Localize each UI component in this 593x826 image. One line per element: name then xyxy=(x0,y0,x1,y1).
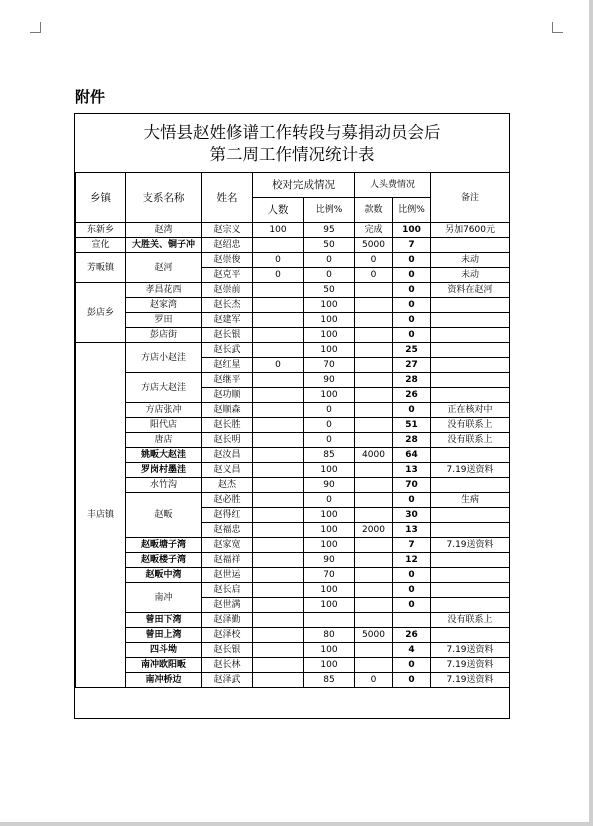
cell-fee-amount: 2000 xyxy=(355,523,393,538)
cell-branch: 赵家湾 xyxy=(126,298,202,313)
cell-remark xyxy=(431,358,510,373)
page-edge-shadow-bottom xyxy=(0,822,593,826)
cell-check-count: 0 xyxy=(253,358,304,373)
cell-remark xyxy=(431,388,510,403)
header-check-ratio: 比例% xyxy=(304,198,355,223)
header-check-group: 校对完成情况 xyxy=(253,173,355,198)
cell-remark: 没有联系上 xyxy=(431,613,510,628)
cell-fee-amount xyxy=(355,313,393,328)
cell-branch: 彭店街 xyxy=(126,328,202,343)
table-row xyxy=(76,433,510,448)
cell-fee-amount xyxy=(355,643,393,658)
cell-remark xyxy=(431,583,510,598)
cell-fee-ratio: 4 xyxy=(393,643,431,658)
cell-branch: 罗岗村墨洼 xyxy=(126,463,202,478)
cell-check-count xyxy=(253,598,304,613)
cell-name: 赵汝昌 xyxy=(202,448,253,463)
header-fee-group: 人头费情况 xyxy=(355,173,431,198)
cell-check-count xyxy=(253,403,304,418)
cell-check-count xyxy=(253,478,304,493)
cell-township: 丰店镇 xyxy=(76,343,126,688)
cell-name: 赵继平 xyxy=(202,373,253,388)
cell-check-count xyxy=(253,613,304,628)
cell-name: 赵得红 xyxy=(202,508,253,523)
cell-fee-amount xyxy=(355,403,393,418)
cell-remark: 没有联系上 xyxy=(431,433,510,448)
cell-check-ratio: 90 xyxy=(304,478,355,493)
cell-fee-amount: 4000 xyxy=(355,448,393,463)
cell-check-count xyxy=(253,583,304,598)
attachment-label: 附件 xyxy=(75,88,106,106)
cell-remark xyxy=(431,568,510,583)
cell-fee-amount xyxy=(355,583,393,598)
cell-check-count xyxy=(253,553,304,568)
cell-fee-ratio: 13 xyxy=(393,463,431,478)
cell-fee-ratio: 26 xyxy=(393,388,431,403)
cell-name: 赵顺森 xyxy=(202,403,253,418)
cell-name: 赵世运 xyxy=(202,568,253,583)
cell-fee-ratio: 0 xyxy=(393,403,431,418)
cell-branch: 方店张冲 xyxy=(126,403,202,418)
sheet-title xyxy=(75,122,509,166)
cell-check-ratio: 100 xyxy=(304,538,355,553)
cell-remark xyxy=(431,328,510,343)
cell-check-ratio: 80 xyxy=(304,628,355,643)
table-row xyxy=(76,478,510,493)
cell-fee-ratio: 0 xyxy=(393,313,431,328)
cell-branch: 赵畈 xyxy=(126,493,202,538)
table-row xyxy=(76,583,510,598)
cell-name: 赵泽勤 xyxy=(202,613,253,628)
cell-fee-amount xyxy=(355,538,393,553)
cell-check-ratio: 70 xyxy=(304,568,355,583)
cell-branch: 四斗坳 xyxy=(126,643,202,658)
cell-branch: 南冲 xyxy=(126,583,202,613)
cell-check-ratio xyxy=(304,613,355,628)
table-row xyxy=(76,658,510,673)
cell-branch: 姚畈大赵洼 xyxy=(126,448,202,463)
table-row xyxy=(76,238,510,253)
cell-fee-ratio: 64 xyxy=(393,448,431,463)
cell-fee-amount xyxy=(355,493,393,508)
cell-check-count xyxy=(253,298,304,313)
cell-remark: 正在核对中 xyxy=(431,403,510,418)
cell-fee-amount xyxy=(355,433,393,448)
cell-fee-amount: 5000 xyxy=(355,238,393,253)
cell-name: 赵长银 xyxy=(202,328,253,343)
table-row xyxy=(76,568,510,583)
cell-branch: 方店大赵洼 xyxy=(126,373,202,403)
cell-name: 赵长杰 xyxy=(202,298,253,313)
cell-name: 赵长林 xyxy=(202,658,253,673)
table-row xyxy=(76,628,510,643)
cell-check-ratio: 85 xyxy=(304,448,355,463)
cell-fee-ratio: 0 xyxy=(393,328,431,343)
cell-township: 东新乡 xyxy=(76,223,126,238)
cell-fee-amount xyxy=(355,598,393,613)
cell-check-ratio: 0 xyxy=(304,268,355,283)
cell-remark xyxy=(431,508,510,523)
cell-fee-amount xyxy=(355,328,393,343)
cell-branch: 赵河 xyxy=(126,253,202,283)
cell-remark: 资料在赵河 xyxy=(431,283,510,298)
cell-remark: 7.19送资料 xyxy=(431,658,510,673)
cell-check-count xyxy=(253,508,304,523)
cell-check-count xyxy=(253,388,304,403)
cell-remark: 7.19送资料 xyxy=(431,673,510,688)
cell-check-ratio: 100 xyxy=(304,343,355,358)
cell-fee-amount xyxy=(355,343,393,358)
cell-fee-amount xyxy=(355,373,393,388)
cell-remark: 未动 xyxy=(431,253,510,268)
cell-check-ratio: 100 xyxy=(304,658,355,673)
cell-fee-ratio: 0 xyxy=(393,598,431,613)
cell-check-count xyxy=(253,523,304,538)
cell-fee-ratio: 0 xyxy=(393,283,431,298)
cell-remark xyxy=(431,448,510,463)
cell-fee-ratio: 7 xyxy=(393,238,431,253)
cell-name: 赵泽武 xyxy=(202,673,253,688)
cell-remark: 7.19送资料 xyxy=(431,643,510,658)
cell-branch: 孝昌花西 xyxy=(126,283,202,298)
cell-check-ratio: 100 xyxy=(304,463,355,478)
cell-check-ratio: 90 xyxy=(304,553,355,568)
table-row xyxy=(76,328,510,343)
cell-check-ratio: 100 xyxy=(304,328,355,343)
cell-check-count xyxy=(253,418,304,433)
table-row xyxy=(76,613,510,628)
cell-name: 赵家宽 xyxy=(202,538,253,553)
table-row xyxy=(76,418,510,433)
cell-check-count xyxy=(253,283,304,298)
cell-check-count xyxy=(253,628,304,643)
header-fee-amount: 款数 xyxy=(355,198,393,223)
cell-name: 赵长武 xyxy=(202,343,253,358)
cell-fee-amount: 5000 xyxy=(355,628,393,643)
cell-check-ratio: 100 xyxy=(304,388,355,403)
table-row xyxy=(76,643,510,658)
cell-branch: 阳代店 xyxy=(126,418,202,433)
cell-name: 赵长银 xyxy=(202,643,253,658)
cell-remark xyxy=(431,298,510,313)
cell-fee-amount: 0 xyxy=(355,253,393,268)
cell-remark: 没有联系上 xyxy=(431,418,510,433)
cell-fee-ratio xyxy=(393,613,431,628)
header-branch: 支系名称 xyxy=(126,173,202,223)
cell-branch: 赵湾 xyxy=(126,223,202,238)
header-check-count: 人数 xyxy=(253,198,304,223)
cell-check-count xyxy=(253,433,304,448)
cell-fee-ratio: 0 xyxy=(393,493,431,508)
cell-check-count: 0 xyxy=(253,268,304,283)
cell-fee-amount xyxy=(355,388,393,403)
table-row xyxy=(76,343,510,358)
cell-remark xyxy=(431,628,510,643)
cell-check-count: 100 xyxy=(253,223,304,238)
cell-name: 赵义昌 xyxy=(202,463,253,478)
cell-fee-ratio: 0 xyxy=(393,253,431,268)
title-line-1: 大悟县赵姓修谱工作转段与募捐动员会后 xyxy=(143,123,441,142)
cell-branch: 曾田上湾 xyxy=(126,628,202,643)
cell-check-count xyxy=(253,538,304,553)
cell-remark xyxy=(431,343,510,358)
cell-check-count xyxy=(253,463,304,478)
cell-fee-amount xyxy=(355,613,393,628)
table-row xyxy=(76,253,510,268)
cell-check-ratio: 50 xyxy=(304,238,355,253)
cell-check-ratio: 100 xyxy=(304,313,355,328)
cell-name: 赵宗义 xyxy=(202,223,253,238)
cell-check-ratio: 0 xyxy=(304,418,355,433)
cell-branch: 赵畈中湾 xyxy=(126,568,202,583)
cell-fee-amount xyxy=(355,358,393,373)
cell-branch: 曾田下湾 xyxy=(126,613,202,628)
cell-fee-amount xyxy=(355,298,393,313)
cell-check-ratio: 0 xyxy=(304,433,355,448)
cell-branch: 唐店 xyxy=(126,433,202,448)
cell-fee-ratio: 12 xyxy=(393,553,431,568)
cell-name: 赵建军 xyxy=(202,313,253,328)
cell-remark: 未动 xyxy=(431,268,510,283)
cell-fee-amount xyxy=(355,283,393,298)
cell-check-ratio: 100 xyxy=(304,298,355,313)
table-row xyxy=(76,373,510,388)
cell-fee-amount xyxy=(355,418,393,433)
cell-check-ratio: 0 xyxy=(304,403,355,418)
cell-branch: 水竹沟 xyxy=(126,478,202,493)
cell-fee-ratio: 26 xyxy=(393,628,431,643)
cell-name: 赵必胜 xyxy=(202,493,253,508)
cell-name: 赵长胜 xyxy=(202,418,253,433)
cell-fee-ratio: 28 xyxy=(393,373,431,388)
cell-name: 赵功顺 xyxy=(202,388,253,403)
cell-remark xyxy=(431,373,510,388)
cell-check-count xyxy=(253,328,304,343)
cell-fee-ratio: 7 xyxy=(393,538,431,553)
cell-remark: 7.19送资料 xyxy=(431,463,510,478)
cell-fee-ratio: 13 xyxy=(393,523,431,538)
table-row xyxy=(76,298,510,313)
cell-branch: 方店小赵洼 xyxy=(126,343,202,373)
cell-name: 赵长明 xyxy=(202,433,253,448)
cell-remark xyxy=(431,598,510,613)
cell-remark: 另加7600元 xyxy=(431,223,510,238)
cell-remark xyxy=(431,523,510,538)
cell-township: 芳畈镇 xyxy=(76,253,126,283)
table-row xyxy=(76,448,510,463)
cell-remark xyxy=(431,313,510,328)
cell-remark xyxy=(431,238,510,253)
cell-township: 宣化 xyxy=(76,238,126,253)
cell-branch: 赵畈楼子湾 xyxy=(126,553,202,568)
cell-name: 赵泽校 xyxy=(202,628,253,643)
cell-remark xyxy=(431,553,510,568)
cell-remark: 7.19送资料 xyxy=(431,538,510,553)
cell-remark xyxy=(431,478,510,493)
table-body xyxy=(76,223,510,688)
cell-check-ratio: 0 xyxy=(304,253,355,268)
cell-fee-ratio: 0 xyxy=(393,268,431,283)
cell-check-count xyxy=(253,238,304,253)
cell-fee-ratio: 25 xyxy=(393,343,431,358)
cell-name: 赵崇俊 xyxy=(202,253,253,268)
cell-fee-ratio: 0 xyxy=(393,658,431,673)
cell-fee-ratio: 100 xyxy=(393,223,431,238)
table-row xyxy=(76,223,510,238)
title-line-2: 第二周工作情况统计表 xyxy=(209,145,375,164)
cell-fee-amount xyxy=(355,463,393,478)
cell-fee-ratio: 27 xyxy=(393,358,431,373)
cell-branch: 南冲桥边 xyxy=(126,673,202,688)
table-row xyxy=(76,463,510,478)
cell-name: 赵世满 xyxy=(202,598,253,613)
cell-name: 赵红星 xyxy=(202,358,253,373)
cell-check-ratio: 100 xyxy=(304,523,355,538)
cell-check-count xyxy=(253,343,304,358)
cell-check-ratio: 95 xyxy=(304,223,355,238)
cell-branch: 大胜关、铜子冲 xyxy=(126,238,202,253)
cell-check-ratio: 100 xyxy=(304,598,355,613)
statistics-table xyxy=(75,172,510,688)
cell-fee-ratio: 0 xyxy=(393,583,431,598)
cell-branch: 罗田 xyxy=(126,313,202,328)
cell-fee-amount xyxy=(355,568,393,583)
cell-check-count: 0 xyxy=(253,253,304,268)
cell-branch: 南冲欧阳畈 xyxy=(126,658,202,673)
cell-name: 赵崇前 xyxy=(202,283,253,298)
table-row xyxy=(76,403,510,418)
cell-name: 赵福祥 xyxy=(202,553,253,568)
header-name: 姓名 xyxy=(202,173,253,223)
statistics-sheet xyxy=(74,113,510,719)
cell-fee-amount: 0 xyxy=(355,673,393,688)
cell-check-ratio: 85 xyxy=(304,673,355,688)
page-edge-shadow-right xyxy=(589,0,593,826)
crop-mark-top-left xyxy=(30,22,41,33)
table-row xyxy=(76,673,510,688)
cell-check-count xyxy=(253,643,304,658)
cell-check-ratio: 100 xyxy=(304,583,355,598)
cell-check-ratio: 100 xyxy=(304,643,355,658)
cell-check-ratio: 0 xyxy=(304,493,355,508)
cell-fee-ratio: 70 xyxy=(393,478,431,493)
cell-branch: 赵畈塘子湾 xyxy=(126,538,202,553)
cell-remark: 生病 xyxy=(431,493,510,508)
cell-check-ratio: 90 xyxy=(304,373,355,388)
table-row xyxy=(76,538,510,553)
cell-fee-amount xyxy=(355,478,393,493)
cell-check-ratio: 100 xyxy=(304,508,355,523)
cell-check-ratio: 70 xyxy=(304,358,355,373)
cell-check-ratio: 50 xyxy=(304,283,355,298)
cell-fee-ratio: 0 xyxy=(393,673,431,688)
cell-fee-ratio: 28 xyxy=(393,433,431,448)
crop-mark-top-right xyxy=(552,22,563,33)
cell-check-count xyxy=(253,313,304,328)
cell-fee-amount xyxy=(355,508,393,523)
cell-check-count xyxy=(253,493,304,508)
table-row xyxy=(76,313,510,328)
cell-fee-amount: 0 xyxy=(355,268,393,283)
header-fee-ratio: 比例% xyxy=(393,198,431,223)
cell-township: 彭店乡 xyxy=(76,283,126,343)
cell-name: 赵绍忠 xyxy=(202,238,253,253)
cell-check-count xyxy=(253,568,304,583)
cell-check-count xyxy=(253,673,304,688)
cell-name: 赵杰 xyxy=(202,478,253,493)
cell-check-count xyxy=(253,448,304,463)
cell-check-count xyxy=(253,658,304,673)
cell-name: 赵福忠 xyxy=(202,523,253,538)
cell-fee-ratio: 30 xyxy=(393,508,431,523)
table-row xyxy=(76,283,510,298)
cell-fee-ratio: 0 xyxy=(393,298,431,313)
table-row xyxy=(76,553,510,568)
cell-fee-ratio: 51 xyxy=(393,418,431,433)
header-remark: 备注 xyxy=(431,173,510,223)
cell-name: 赵长启 xyxy=(202,583,253,598)
cell-fee-amount xyxy=(355,658,393,673)
cell-check-count xyxy=(253,373,304,388)
cell-fee-ratio: 0 xyxy=(393,568,431,583)
table-row xyxy=(76,493,510,508)
cell-fee-amount: 完成 xyxy=(355,223,393,238)
cell-name: 赵克平 xyxy=(202,268,253,283)
header-township: 乡镇 xyxy=(76,173,126,223)
cell-fee-amount xyxy=(355,553,393,568)
